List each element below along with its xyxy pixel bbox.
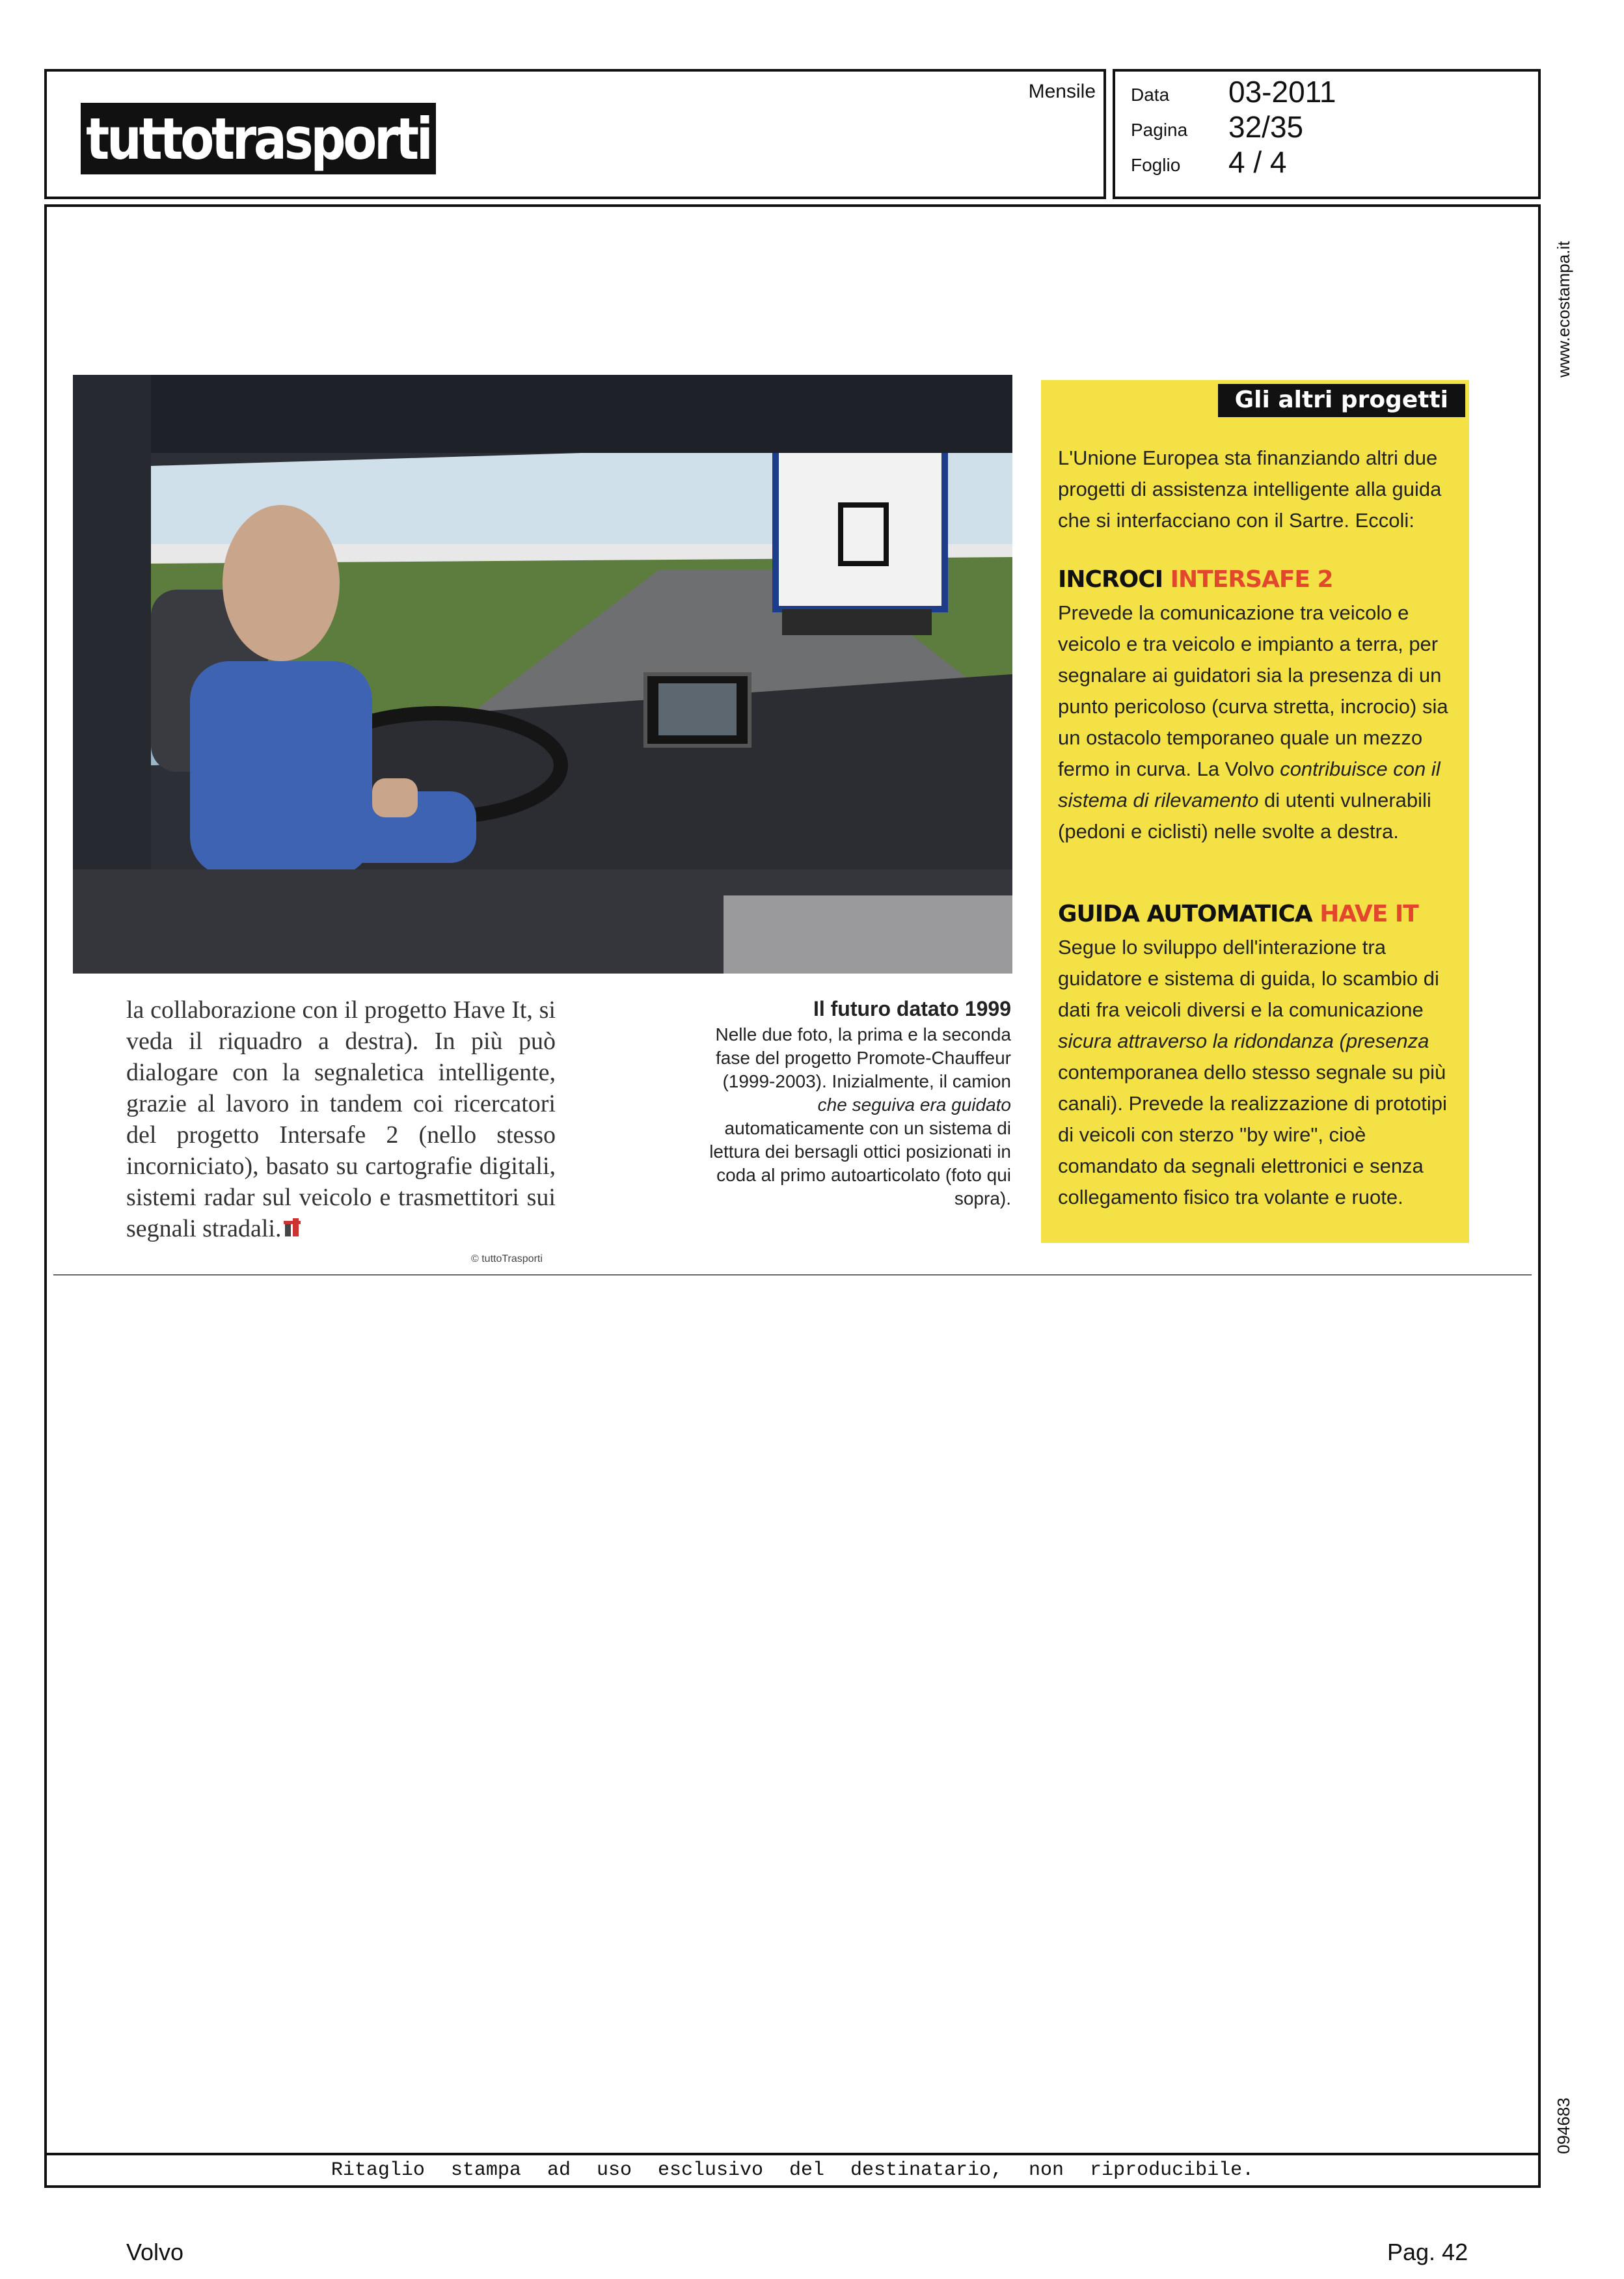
section-intersafe-text-2: di utenti vulnerabili (pedoni e ciclisti) nelle svolte a destra. (1058, 789, 1431, 843)
section-intersafe-head-black: INCROCI (1058, 566, 1163, 593)
publication-logo (81, 103, 436, 174)
meta-label-pagina: Pagina (1131, 120, 1188, 140)
page-footer-left: Volvo (126, 2239, 184, 2265)
clipping-bottom-rule (53, 1274, 1532, 1276)
side-url: www.ecostampa.it (1554, 241, 1573, 377)
page-footer-right: Pag. 42 (1387, 2239, 1468, 2265)
section-intersafe-head-red: INTERSAFE 2 (1170, 566, 1333, 593)
caption-title: Il futuro datato 1999 (813, 997, 1011, 1020)
article-body (126, 994, 556, 1244)
tt-logo-icon (284, 1218, 301, 1238)
photo-caption (696, 997, 1011, 1210)
section-intersafe-text (1058, 597, 1455, 847)
meta-value-pagina: 32/35 (1228, 110, 1304, 144)
footer-strip (47, 2153, 1538, 2185)
truck-cab-photo (73, 375, 1012, 974)
section-haveit-text-2: contemporanea dello stesso segnale su più canali). Prevede la realizzazione di prototipi di veicoli con sterzo "by wire", cioè comandato da segnali elettronici e senza collegamento fisico tra volante e ruote. (1058, 1061, 1447, 1208)
box-intro: L'Unione Europea sta finanziando altri due progetti di assistenza intelligente alla guida che si interfacciano con il Sartre. Eccoli: (1058, 446, 1442, 532)
section-haveit-heading (1058, 901, 1418, 927)
meta-value-foglio: 4 / 4 (1228, 145, 1287, 179)
caption-text-2: automaticamente con un sistema di lettura dei bersagli ottici posizionati in coda al primo autoarticolato (foto qui sopra). (709, 1118, 1011, 1208)
meta-value-data: 03-2011 (1228, 75, 1336, 109)
section-haveit-text (1058, 932, 1455, 1213)
side-code: 094683 (1554, 2097, 1573, 2154)
other-projects-box (1041, 380, 1469, 1243)
header-meta-box (1113, 69, 1541, 199)
section-intersafe-text-1: Prevede la comunicazione tra veicolo e veicolo e tra veicolo e impianto a terra, per segnalare ai guidatori sia la presenza di un punto pericoloso (curva stretta, incrocio) sia un ostacolo temporaneo quale un mezzo fermo in curva. La Volvo (1058, 601, 1448, 780)
meta-label-data: Data (1131, 85, 1170, 105)
caption-text-1: Nelle due foto, la prima e la seconda fase del progetto Promote-Chauffeur (1999-2003). Inizialmente, il camion (715, 1024, 1011, 1091)
logo-text: tuttotrasporti (86, 105, 431, 172)
box-title: Gli altri progetti (1218, 384, 1465, 417)
meta-label-foglio: Foglio (1131, 155, 1181, 175)
section-haveit-head-red: HAVE IT (1320, 901, 1418, 927)
section-haveit-head-black: GUIDA AUTOMATICA (1058, 901, 1312, 927)
header-left-box (44, 69, 1106, 199)
section-intersafe-heading (1058, 566, 1333, 593)
photo-copyright: © tuttoTrasporti (471, 1253, 543, 1264)
section-haveit-text-italic: sicura attraverso la ridondanza (presenza (1058, 1030, 1429, 1052)
periodicity: Mensile (1028, 81, 1096, 102)
section-haveit-text-1: Segue lo sviluppo dell'interazione tra guidatore e sistema di guida, lo scambio di dati fra veicoli diversi e la comunicazione (1058, 936, 1439, 1021)
article-body-text: la collaborazione con il progetto Have It, si veda il riquadro a destra). In più può dialogare con la segnaletica intelligente, grazie al lavoro in tandem coi ricercatori del progetto Intersafe 2 (nello stesso incorniciato), basato su cartografie digitali, sistemi radar sul veicolo e trasmettitori sui segnali stradali. (126, 996, 556, 1242)
footer-strip-text: Ritaglio stampa ad uso esclusivo del destinatario, non riproducibile. (331, 2159, 1254, 2181)
caption-text-italic: che seguiva era guidato (817, 1095, 1011, 1115)
section-intersafe-text-italic: contribuisce con il sistema di rilevamento (1058, 757, 1441, 812)
